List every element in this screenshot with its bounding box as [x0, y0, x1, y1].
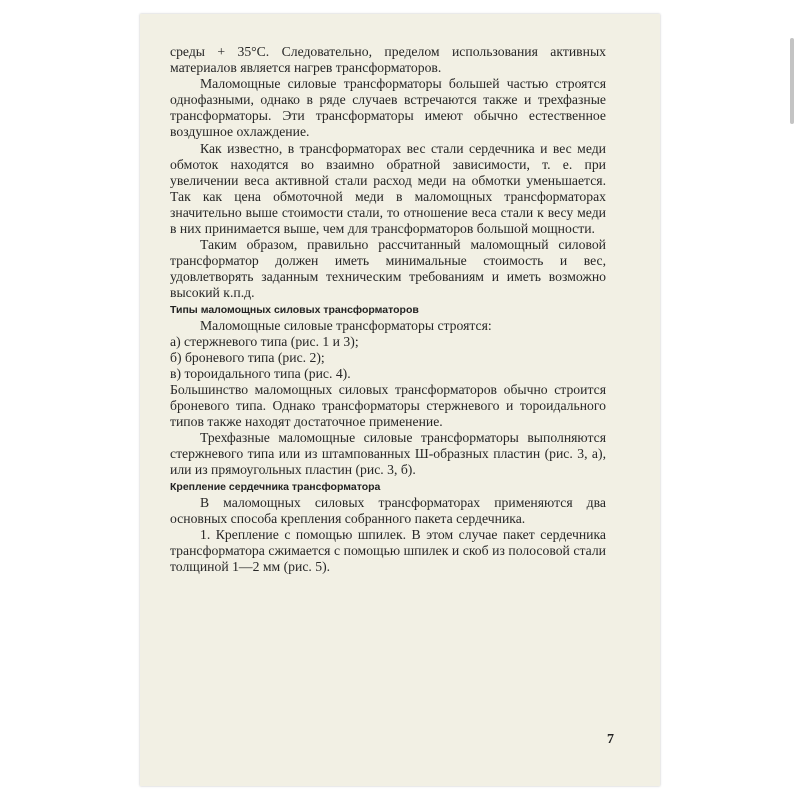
paragraph-continuation: среды + 35°C. Следовательно, пределом использования активных материалов является нагрев трансформаторов.: [170, 44, 606, 76]
paragraph: В маломощных силовых трансформаторах применяются два основных способа крепления собранного пакета сердечника.: [170, 494, 606, 526]
list-item: а) стержневого типа (рис. 1 и 3);: [170, 333, 359, 349]
paragraph: Таким образом, правильно рассчитанный маломощный силовой трансформатор должен иметь минимальные стоимость и вес, удовлетворять заданным техническим требованиям и иметь возможно высокий к.п.д.: [170, 237, 606, 301]
paragraph: 1. Крепление с помощью шпилек. В этом случае пакет сердечника трансформатора сжимается с помощью шпилек и скоб из полосовой стали толщиной 1—2 мм (рис. 5).: [170, 526, 606, 574]
scrollbar-thumb[interactable]: [790, 38, 794, 124]
page-text: [170, 44, 606, 575]
section-heading-core-mounting: Крепление сердечника трансформатора: [170, 480, 381, 493]
list-item: б) броневого типа (рис. 2);: [170, 349, 325, 365]
paragraph: Как известно, в трансформаторах вес стали сердечника и вес меди обмоток находятся во взаимно обратной зависимости, т. е. при увеличении веса активной стали расход меди на обмотки уменьшается. Так как цена обмоточной меди в маломощных трансформаторах значительно выше стоимости стали, то отношение веса стали к весу меди в них принимается выше, чем для трансформаторов большой мощности.: [170, 140, 606, 237]
section-heading-types: Типы маломощных силовых трансформаторов: [170, 303, 419, 316]
list-item: в) тороидального типа (рис. 4).: [170, 365, 351, 381]
document-page: [140, 14, 660, 786]
paragraph: Трехфазные маломощные силовые трансформаторы выполняются стержневого типа или из штампованных Ш-образных пластин (рис. 3, а), или из прямоугольных пластин (рис. 3, б).: [170, 430, 606, 478]
types-intro: Маломощные силовые трансформаторы строятся:: [200, 317, 492, 333]
page-number: 7: [607, 732, 614, 747]
types-list: [170, 334, 606, 382]
paragraph: Большинство маломощных силовых трансформаторов обычно строится броневого типа. Однако трансформаторы стержневого и тороидального типов также находят достаточное применение.: [170, 381, 606, 430]
paragraph: Маломощные силовые трансформаторы большей частью строятся однофазными, однако в ряде случаев встречаются также и трехфазные трансформаторы. Эти трансформаторы имеют обычно естественное воздушное охлаждение.: [170, 76, 606, 140]
